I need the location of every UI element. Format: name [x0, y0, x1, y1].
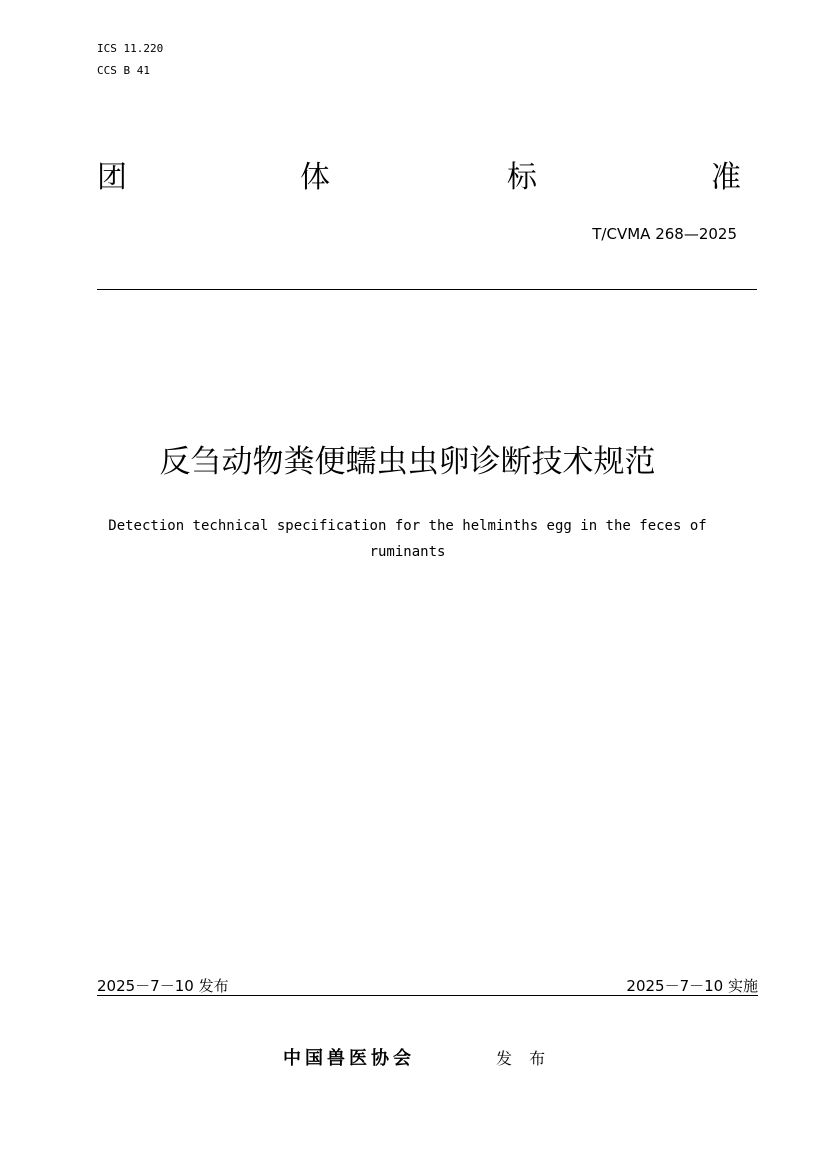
document-title-chinese: 反刍动物粪便蠕虫虫卵诊断技术规范 — [159, 444, 656, 480]
publish-label: 发 布 — [496, 1049, 552, 1068]
document-title-english: Detection technical specification for the helminths egg in the feces of ruminants — [108, 518, 707, 560]
top-divider — [97, 289, 757, 290]
standard-type-char-3: 标 — [507, 160, 537, 195]
standard-type-char-4: 准 — [711, 160, 741, 195]
standard-number: T/CVMA 268—2025 — [592, 225, 737, 243]
bottom-divider — [97, 995, 758, 996]
ics-code: ICS 11.220 — [97, 42, 164, 55]
publish-date: 2025－7－10 发布 — [97, 977, 229, 995]
standard-type-char-2: 体 — [300, 160, 330, 195]
ccs-code: CCS B 41 — [97, 64, 150, 77]
publisher-name: 中国兽医协会 — [283, 1048, 415, 1069]
implement-date: 2025－7－10 实施 — [626, 977, 758, 995]
standard-type-char-1: 团 — [97, 160, 127, 195]
